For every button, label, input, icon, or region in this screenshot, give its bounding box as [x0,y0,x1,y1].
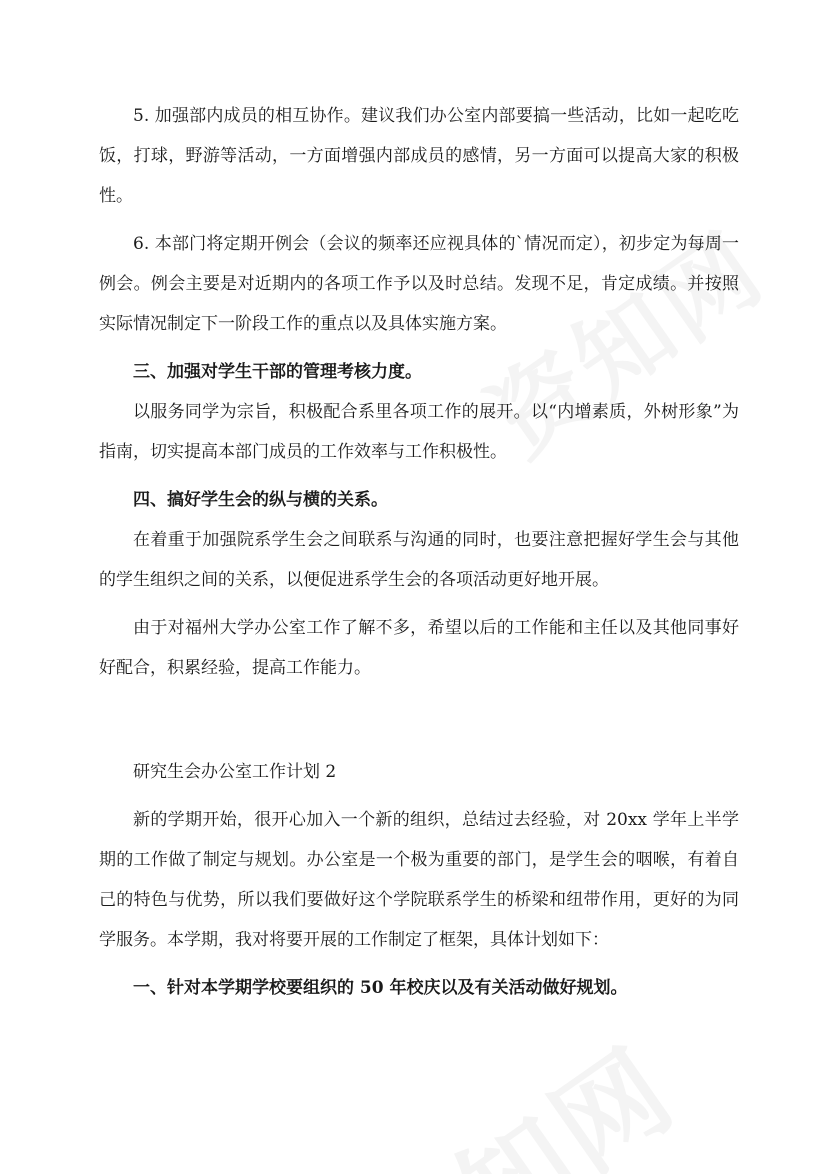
paragraph-section-3: 以服务同学为宗旨，积极配合系里各项工作的展开。以“内增素质，外树形象”为指南，切实提高本部门成员的工作效率与工作积极性。 [99,402,739,462]
section-heading-3: 三、加强对学生干部的管理考核力度。 [133,362,422,382]
paragraph-section-4a: 在着重于加强院系学生会之间联系与沟通的同时，也要注意把握好学生会与其他的学生组织之间的关系，以便促进系学生会的各项活动更好地开展。 [99,530,739,590]
section-heading-4: 四、搞好学生会的纵与横的关系。 [133,490,388,510]
paragraph-item-5: 5. 加强部内成员的相互协作。建议我们办公室内部要搞一些活动，比如一起吃吃饭，打球，野游等活动，一方面增强内部成员的感情，另一方面可以提高大家的积极性。 [99,106,739,206]
section-heading-1: 一、针对本学期学校要组织的 50 年校庆以及有关活动做好规划。 [133,978,628,998]
paragraph-section-4b: 由于对福州大学办公室工作了解不多，希望以后的工作能和主任以及其他同事好好配合，积累经验，提高工作能力。 [99,618,739,678]
paragraph-intro: 新的学期开始，很开心加入一个新的组织，总结过去经验，对 20xx 学年上半学期的工作做了制定与规划。办公室是一个极为重要的部门，是学生会的咽喉，有着自己的特色与优势，所以我们要做好这个学院联系学生的桥梁和纽带作用，更好的为同学服务。本学期，我对将要开展的工作制定了框架，具体计划如下： [99,810,739,950]
document-title-2: 研究生会办公室工作计划 2 [133,762,337,782]
watermark [326,1004,702,1174]
paragraph-item-6: 6. 本部门将定期开例会（会议的频率还应视具体的`情况而定），初步定为每周一例会。例会主要是对近期内的各项工作予以及时总结。发现不足，肯定成绩。并按照实际情况制定下一阶段工作的重点以及具体实施方案。 [99,234,739,334]
document-body [99,96,739,1008]
